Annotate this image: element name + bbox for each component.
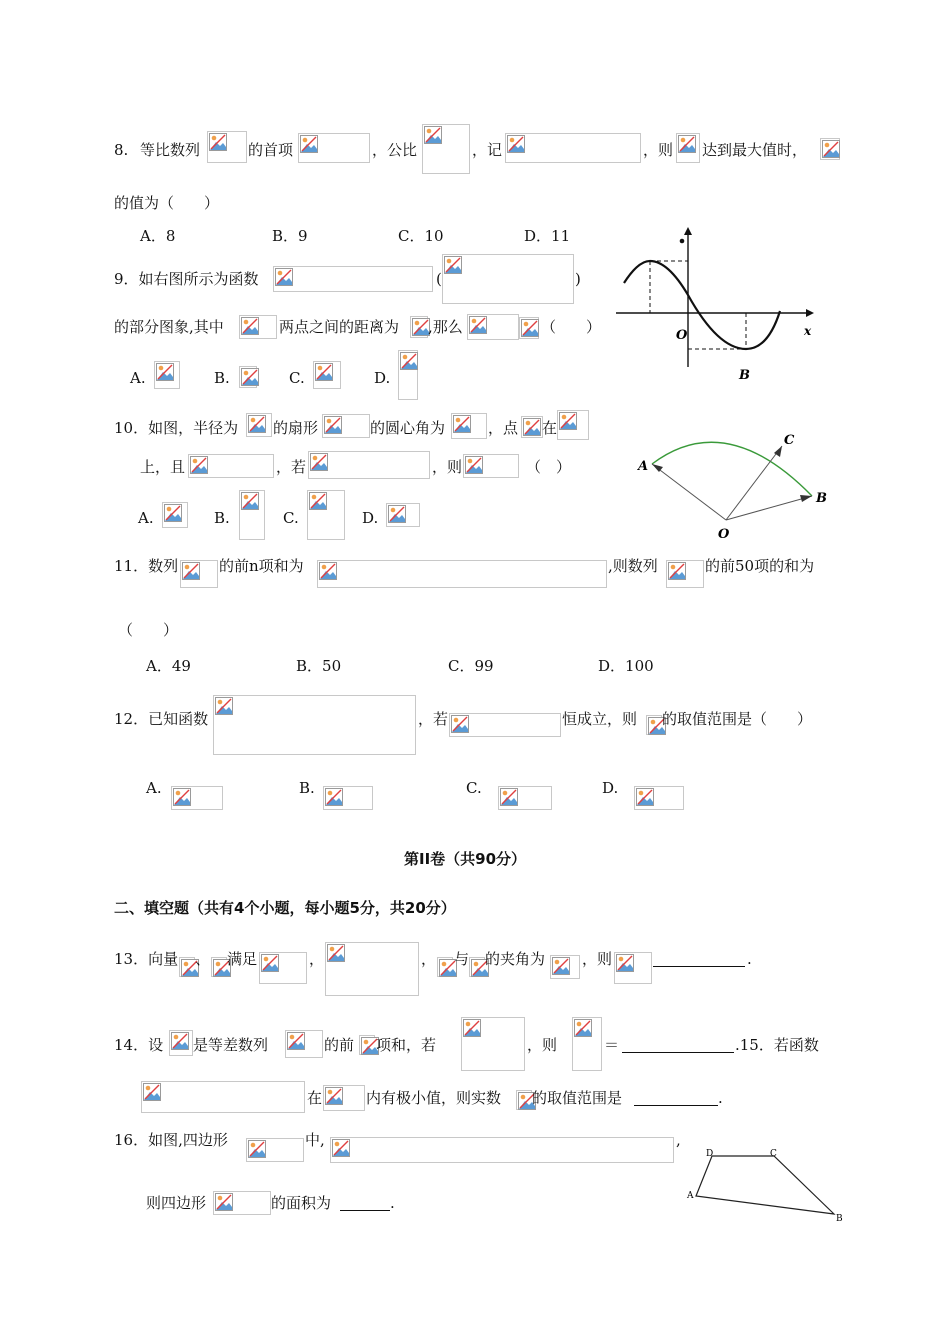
formula-image: [614, 952, 652, 984]
q10-text: 的圆心角为: [370, 419, 446, 437]
q16-text: 的面积为: [271, 1194, 332, 1212]
q11-option-a: A．49: [146, 657, 191, 675]
point-o-label: O: [718, 527, 730, 542]
broken-image-icon: [463, 1019, 481, 1037]
q13-text: ，: [421, 950, 437, 968]
broken-image-icon: [453, 415, 471, 433]
formula-image: [330, 1137, 674, 1163]
point-b-label: B: [816, 491, 827, 506]
q16-text: .: [390, 1194, 395, 1212]
formula-image: [285, 1030, 323, 1058]
broken-image-icon: [164, 504, 182, 522]
q8-text: 的值为（ ）: [114, 194, 220, 212]
formula-image: [313, 361, 341, 389]
quadrilateral-figure: [686, 1146, 850, 1226]
formula-image: [422, 124, 470, 174]
q9-text: （ ）: [541, 318, 602, 336]
broken-image-icon: [325, 788, 343, 806]
formula-image: [646, 715, 662, 735]
formula-image: [519, 317, 539, 339]
broken-image-icon: [209, 133, 227, 151]
answer-blank[interactable]: [634, 1105, 718, 1106]
q11-text: 的前n项和为: [219, 557, 304, 575]
formula-image: [317, 560, 607, 588]
broken-image-icon: [325, 1087, 343, 1105]
broken-image-icon: [156, 363, 174, 381]
broken-image-icon: [241, 492, 259, 510]
q14-text: .15．若函数: [735, 1036, 819, 1054]
point-c-label: C: [784, 433, 795, 448]
q8-text: 的首项: [248, 141, 294, 159]
q10-text: 的扇形: [273, 419, 319, 437]
broken-image-icon: [552, 957, 570, 975]
formula-image: [437, 957, 453, 977]
formula-image: [505, 133, 641, 163]
broken-image-icon: [559, 412, 577, 430]
broken-image-icon: [248, 1140, 266, 1158]
q8-number: 8.: [114, 141, 129, 159]
x-axis-arrow: [806, 309, 814, 317]
formula-image: [521, 416, 543, 438]
formula-image: [323, 1085, 365, 1111]
q8-text: 等比数列: [140, 141, 201, 159]
broken-image-icon: [424, 126, 442, 144]
formula-image: [469, 957, 485, 977]
answer-blank[interactable]: [340, 1210, 390, 1211]
formula-image: [307, 490, 345, 540]
q10-option-d-label: D.: [362, 509, 379, 527]
broken-image-icon: [469, 316, 487, 334]
point-c-label: C: [770, 1149, 777, 1159]
broken-image-icon: [451, 715, 469, 733]
formula-image: [246, 1138, 304, 1162]
formula-image: [162, 502, 188, 528]
formula-image: [211, 957, 227, 977]
q10-option-b-label: B.: [214, 509, 230, 527]
vector-ob: [726, 496, 812, 520]
formula-image: [398, 350, 418, 400]
broken-image-icon: [465, 456, 483, 474]
formula-image: [359, 1035, 375, 1055]
q12-option-b-label: B.: [299, 779, 315, 797]
formula-image: [323, 786, 373, 810]
q9-option-b-label: B.: [214, 369, 230, 387]
q12-text: 的取值范围是（ ）: [662, 710, 813, 728]
broken-image-icon: [182, 562, 200, 580]
formula-image: [820, 138, 840, 160]
formula-image: [259, 952, 307, 984]
q13-text: 13．向量: [114, 950, 179, 968]
q11-option-b: B．50: [296, 657, 342, 675]
formula-image: [572, 1017, 602, 1071]
q8-text: 达到最大值时，: [702, 141, 808, 159]
broken-image-icon: [327, 944, 345, 962]
broken-image-icon: [444, 256, 462, 274]
q14-text: 是等差数列: [193, 1036, 269, 1054]
formula-image: [666, 560, 704, 588]
answer-blank[interactable]: [653, 966, 745, 967]
formula-image: [550, 955, 580, 979]
q9-text: ): [575, 270, 581, 288]
point-a-label: A: [638, 459, 649, 474]
q13-text: 满足: [227, 950, 258, 968]
broken-image-icon: [173, 788, 191, 806]
formula-image: [461, 1017, 525, 1071]
q9-text: ,那么: [428, 318, 463, 336]
broken-image-icon: [171, 1032, 189, 1050]
q13-text: 、: [195, 950, 211, 968]
q8-text: ，记: [472, 141, 503, 159]
broken-image-icon: [248, 415, 266, 433]
broken-image-icon: [319, 562, 337, 580]
q11-option-d: D．100: [598, 657, 654, 675]
q10-text: ，若: [276, 458, 307, 476]
q13-text: ，: [309, 950, 325, 968]
formula-image: [516, 1090, 532, 1110]
broken-image-icon: [300, 135, 318, 153]
formula-image: [273, 266, 433, 292]
q14-text: 的前: [324, 1036, 355, 1054]
q8-option-d: D．11: [524, 227, 571, 245]
broken-image-icon: [507, 135, 525, 153]
broken-image-icon: [332, 1139, 350, 1157]
broken-image-icon: [388, 505, 406, 523]
q13-text: .: [747, 950, 752, 968]
sector-arc: [652, 442, 812, 496]
q9-text: (: [436, 270, 442, 288]
q11-text: 的前50项的和为: [705, 557, 815, 575]
q10-text: 上，且: [140, 458, 186, 476]
q12-option-a-label: A.: [146, 779, 162, 797]
broken-image-icon: [636, 788, 654, 806]
q8-text: ，公比: [372, 141, 418, 159]
q12-text: ，若: [418, 710, 449, 728]
formula-image: [188, 454, 274, 478]
formula-image: [239, 366, 257, 388]
point-b-label: B: [836, 1214, 843, 1224]
q14-text: ，则: [527, 1036, 558, 1054]
sine-graph: [608, 225, 818, 385]
formula-image: [634, 786, 684, 810]
point-b-label: B: [739, 368, 750, 383]
part-ii-title: 第II卷（共90分）: [404, 850, 527, 868]
q12-text: 恒成立，则: [562, 710, 638, 728]
formula-image: [213, 1191, 271, 1215]
q8-option-a: A．8: [140, 227, 176, 245]
origin-label: O: [676, 328, 688, 343]
q15-text: 在: [307, 1089, 323, 1107]
q16-text: 中,: [305, 1131, 325, 1149]
q10-option-c-label: C.: [283, 509, 299, 527]
broken-image-icon: [261, 954, 279, 972]
q10-option-a-label: A.: [138, 509, 154, 527]
q14-text: 14．设: [114, 1036, 164, 1054]
formula-image: [141, 1081, 305, 1113]
broken-image-icon: [241, 317, 259, 335]
y-axis-dot: [680, 239, 685, 244]
q12-option-d-label: D.: [602, 779, 619, 797]
broken-image-icon: [241, 368, 259, 386]
y-axis-arrow: [684, 227, 692, 235]
q13-text: 的夹角为: [485, 950, 546, 968]
formula-image: [239, 315, 277, 339]
q13-text: 与: [454, 950, 470, 968]
q10-text: ，点: [488, 419, 519, 437]
formula-image: [498, 786, 552, 810]
formula-image: [442, 254, 574, 304]
q14-text: ＝: [604, 1036, 620, 1054]
broken-image-icon: [143, 1083, 161, 1101]
broken-image-icon: [678, 135, 696, 153]
q11-text: ,则数列: [608, 557, 658, 575]
sector-figure: [634, 428, 834, 540]
broken-image-icon: [215, 1193, 233, 1211]
q10-text: 10．如图，半径为: [114, 419, 239, 437]
q12-text: 12．已知函数: [114, 710, 209, 728]
q10-text: 在: [542, 419, 558, 437]
broken-image-icon: [309, 492, 327, 510]
formula-image: [467, 314, 519, 340]
formula-image: [154, 361, 180, 389]
formula-image: [171, 786, 223, 810]
q9-text: 9．如右图所示为函数: [114, 270, 259, 288]
formula-image: [179, 957, 195, 977]
x-axis-label: x: [804, 324, 812, 338]
formula-image: [449, 713, 561, 737]
broken-image-icon: [400, 352, 418, 370]
q9-option-c-label: C.: [289, 369, 305, 387]
formula-image: [325, 942, 419, 996]
formula-image: [180, 560, 218, 588]
vector-oc: [726, 446, 782, 520]
formula-image: [308, 451, 430, 479]
q11-text: （ ）: [118, 621, 179, 639]
q16-text: 16．如图,四边形: [114, 1131, 228, 1149]
q8-option-b: B．9: [272, 227, 308, 245]
q9-option-a-label: A.: [130, 369, 146, 387]
q9-option-d-label: D.: [374, 369, 391, 387]
q13-text: ，则: [582, 950, 613, 968]
broken-image-icon: [287, 1032, 305, 1050]
formula-image: [676, 133, 700, 163]
point-a-label: A: [687, 1191, 694, 1201]
sine-curve: [624, 261, 780, 349]
formula-image: [239, 490, 265, 540]
q9-text: 两点之间的距离为: [279, 318, 400, 336]
q16-text: 则四边形: [146, 1194, 207, 1212]
formula-image: [451, 413, 487, 439]
formula-image: [213, 695, 416, 755]
q10-text: （ ）: [526, 458, 572, 476]
broken-image-icon: [500, 788, 518, 806]
q8-text: ，则: [643, 141, 674, 159]
section-heading: 二、填空题（共有4个小题，每小题5分，共20分）: [114, 899, 456, 917]
q15-text: 的取值范围是: [532, 1089, 623, 1107]
arrow-b: [800, 495, 812, 502]
broken-image-icon: [668, 562, 686, 580]
q16-text: ,: [676, 1131, 681, 1149]
quadrilateral-abcd: [696, 1156, 834, 1214]
broken-image-icon: [574, 1019, 592, 1037]
q11-text: 11．数列: [114, 557, 179, 575]
q15-text: 内有极小值，则实数: [366, 1089, 502, 1107]
formula-image: [410, 316, 428, 338]
formula-image: [322, 414, 370, 438]
formula-image: [169, 1030, 193, 1056]
vector-oa: [652, 464, 726, 520]
broken-image-icon: [521, 319, 539, 337]
q10-text: ，则: [432, 458, 463, 476]
formula-image: [463, 454, 519, 478]
point-d-label: D: [706, 1149, 714, 1159]
formula-image: [386, 503, 420, 527]
formula-image: [246, 413, 272, 437]
broken-image-icon: [215, 697, 233, 715]
q8-option-c: C．10: [398, 227, 444, 245]
broken-image-icon: [315, 363, 333, 381]
broken-image-icon: [616, 954, 634, 972]
q14-text: 项和，若: [376, 1036, 437, 1054]
formula-image: [557, 410, 589, 440]
broken-image-icon: [822, 140, 840, 158]
broken-image-icon: [310, 453, 328, 471]
broken-image-icon: [523, 418, 541, 436]
q12-option-c-label: C.: [466, 779, 482, 797]
broken-image-icon: [275, 268, 293, 286]
q9-text: 的部分图象,其中: [114, 318, 224, 336]
q11-option-c: C．99: [448, 657, 494, 675]
answer-blank[interactable]: [622, 1052, 734, 1053]
formula-image: [207, 131, 247, 163]
formula-image: [298, 133, 370, 163]
q15-text: .: [718, 1089, 723, 1107]
broken-image-icon: [190, 456, 208, 474]
broken-image-icon: [324, 416, 342, 434]
